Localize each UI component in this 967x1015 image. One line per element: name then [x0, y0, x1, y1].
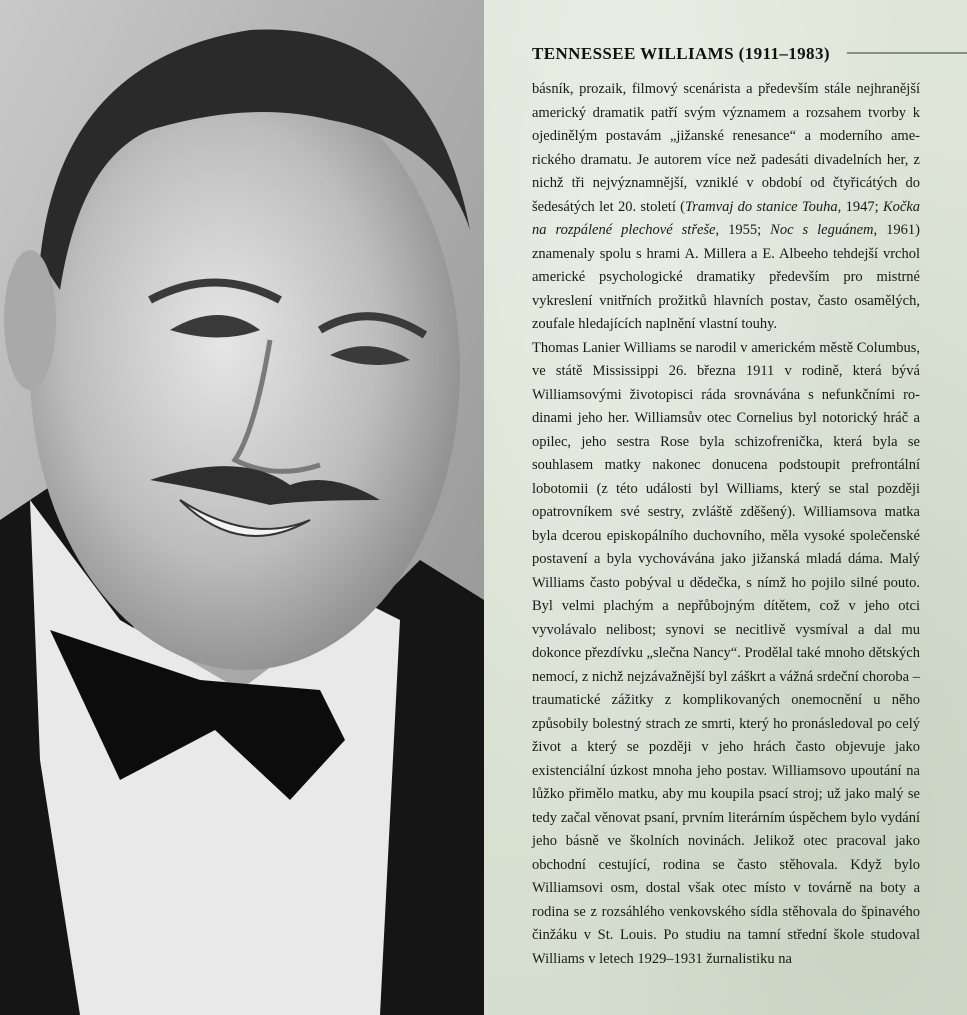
paragraph-intro	[532, 78, 920, 337]
ear-shape	[4, 250, 56, 390]
title-row	[532, 44, 967, 70]
paragraph-intro-part-b: , 1947;	[837, 198, 883, 215]
paragraph-biography: Thomas Lanier Williams se narodil v americkém městě Columbus, ve státě Mississippi 26. března 1911 v rodině, která bývá Williamsovými životopisci ráda srovnávána s nefunkčními rodinami jeho her. Williamsův otec Cornelius byl notorický hráč a opilec, jeho sestra Rose byla schizofrenička, která byla se souhlasem matky nakonec donucena podstoupit prefrontální lobotomii (z této události byl Williams, který se stal později opatrovníkem své sestry, zvláště zděšený). Williamsova matka byla dcerou episkopálního duchovního, měla vysoké společenské postavení a byla vychovávána jako jižanská mladá dáma. Malý Williams často pobýval u dědečka, s nímž ho pojilo silné pouto. Byl velmi plachým a nepřůbojným dítětem, což v jeho otci vyvolávalo nelibost; synovi se necitlivě vysmíval a dal mu dokonce přezdívku „slečna Nancy“. Prodělal také mnoho dětských nemocí, z nichž nejzávažnější byl záškrt a vážná srdeční choroba – traumatické zážitky z komplikovaných onemocnění u něho způsobily bolestný strach ze smrti, který ho pronásledoval po celý život a který se později v jeho hrách často objevuje jako existenciální úzkost mnoha jeho postav. Williamsovo upoutání na lůžko přimělo matku, aby mu koupila psací stroj; už jako malý se tedy začal věnovat psaní, prvním literárním úspěchem bylo vydání jeho básně ve školních novinách. Jelikož otec pracoval jako obchodní cestující, rodina se často stěhovala. Když bylo Williamsovi osm, dostal však otec místo v továrně na boty a rodina se z rozsáhlého venkovského sídla stěhovala do špinavého činžáku v St. Louis. Po studiu na tamní střední škole studoval Williams v letech 1929–1931 žurnalistiku na	[532, 339, 920, 967]
title-rule	[847, 52, 967, 54]
biography-panel	[484, 0, 967, 1015]
biography-text	[532, 78, 920, 971]
play-title-1: Tramvaj do stanice Touha	[685, 198, 838, 215]
paragraph-intro-part-c: , 1955;	[715, 222, 771, 238]
page-title: TENNESSEE WILLIAMS (1911–1983)	[532, 44, 830, 63]
play-title-2: Kočka na rozpálené plechové střeše	[532, 198, 921, 238]
paragraph-intro-part-d: , 1961) znamenaly spolu s hrami A. Millera a E. Albeeho tehdejší vrchol americké psychologické dramatiky především pro mistrné vykreslení vnitřních prožitků hlavních postav, často osamělých, zoufale hledajících naplnění vlastní touhy.	[532, 222, 920, 332]
paragraph-intro-part-a: básník, prozaik, filmový scenárista a především stále nejhranější americký dramatik patří svým významem a rozsahem tvorby k ojedinělým postavám „jižanské renesance“ a moderního amerického dramatu. Je autorem více než padesáti divadelních her, z nichž tři nejvýznamnější, vzniklé v období od čtyřicátých do šedesátých let 20. století (	[532, 81, 920, 215]
play-title-3: Noc s leguánem	[770, 222, 874, 238]
